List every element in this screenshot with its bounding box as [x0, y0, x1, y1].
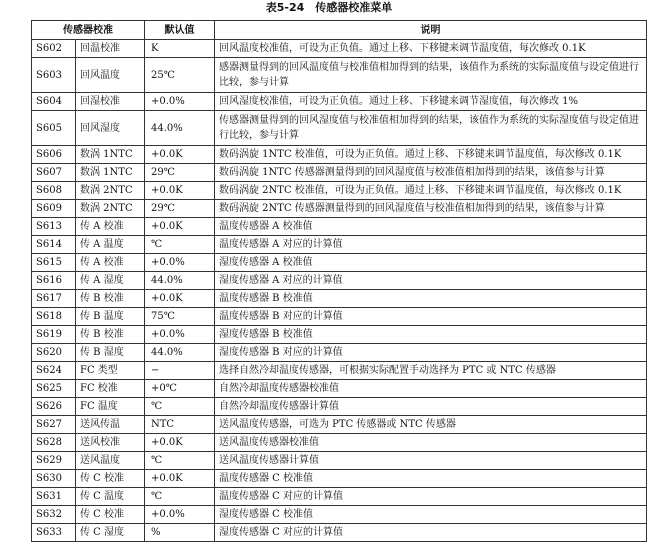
name-cell: 传 B 湿度	[76, 344, 145, 362]
name-cell: 传 C 温度	[76, 488, 145, 506]
code-cell: S609	[32, 200, 76, 218]
default-value-cell: +0.0%	[145, 254, 215, 272]
code-cell: S632	[32, 506, 76, 524]
description-cell: 传感器测量得到的回风湿度值与校准值相加得到的结果，该值作为系统的实际湿度值与设定值进行比较，参与计算	[215, 111, 647, 146]
table-row	[32, 254, 647, 272]
table-caption: 表5-24 传感器校准菜单	[265, 1, 393, 14]
code-cell: S608	[32, 182, 76, 200]
default-value-cell: 25℃	[145, 58, 215, 93]
table-row	[32, 452, 647, 470]
name-cell: 送风校准	[76, 434, 145, 452]
default-value-cell: −	[145, 362, 215, 380]
description-cell: 感器测量得到的回风温度值与校准值相加得到的结果，该值作为系统的实际温度值与设定值进行比较，参与计算	[215, 58, 647, 93]
header-description: 说明	[215, 21, 647, 40]
table-row	[32, 416, 647, 434]
default-value-cell: ℃	[145, 236, 215, 254]
name-cell: 传 C 校准	[76, 506, 145, 524]
table-row	[32, 182, 647, 200]
description-cell: 数码涡旋 2NTC 校准值，可设为正负值。通过上移、下移键来调节温度值，每次修改 0.1K	[215, 182, 647, 200]
description-cell: 送风温度传感器校准值	[215, 434, 647, 452]
name-cell: FC 类型	[76, 362, 145, 380]
description-cell: 温度传感器 C 对应的计算值	[215, 488, 647, 506]
default-value-cell: +0.0K	[145, 470, 215, 488]
table-row	[32, 398, 647, 416]
table-row	[32, 362, 647, 380]
code-cell: S620	[32, 344, 76, 362]
name-cell: 送风传温	[76, 416, 145, 434]
description-cell: 数码涡旋 1NTC 校准值，可设为正负值。通过上移、下移键来调节温度值，每次修改 0.1K	[215, 146, 647, 164]
default-value-cell: +0.0K	[145, 290, 215, 308]
name-cell: 数涡 2NTC	[76, 200, 145, 218]
code-cell: S624	[32, 362, 76, 380]
table-row	[32, 272, 647, 290]
table-row	[32, 380, 647, 398]
description-cell: 选择自然冷却温度传感器，可根据实际配置手动选择为 PTC 或 NTC 传感器	[215, 362, 647, 380]
code-cell: S630	[32, 470, 76, 488]
code-cell: S628	[32, 434, 76, 452]
description-cell: 自然冷却温度传感器校准值	[215, 380, 647, 398]
code-cell: S602	[32, 40, 76, 58]
default-value-cell: +0.0%	[145, 93, 215, 111]
default-value-cell: +0.0K	[145, 218, 215, 236]
code-cell: S614	[32, 236, 76, 254]
name-cell: FC 校准	[76, 380, 145, 398]
description-cell: 湿度传感器 B 校准值	[215, 326, 647, 344]
default-value-cell: ℃	[145, 452, 215, 470]
description-cell: 湿度传感器 A 对应的计算值	[215, 272, 647, 290]
description-cell: 回风湿度校准值，可设为正负值。通过上移、下移键来调节湿度值，每次修改 1%	[215, 93, 647, 111]
name-cell: 回湿校准	[76, 93, 145, 111]
description-cell: 数码涡旋 1NTC 传感器测量得到的回风湿度值与校准值相加得到的结果，该值参与计算	[215, 164, 647, 182]
table-header-row	[32, 21, 647, 40]
code-cell: S625	[32, 380, 76, 398]
name-cell: 传 A 温度	[76, 236, 145, 254]
name-cell: 数涡 1NTC	[76, 164, 145, 182]
description-cell: 温度传感器 B 校准值	[215, 290, 647, 308]
code-cell: S603	[32, 58, 76, 93]
table-row	[32, 308, 647, 326]
table-row	[32, 488, 647, 506]
description-cell: 温度传感器 B 对应的计算值	[215, 308, 647, 326]
code-cell: S629	[32, 452, 76, 470]
header-default-value: 默认值	[145, 21, 215, 40]
name-cell: 送风温度	[76, 452, 145, 470]
table-row	[32, 200, 647, 218]
default-value-cell: +0.0%	[145, 506, 215, 524]
code-cell: S604	[32, 93, 76, 111]
table-row	[32, 470, 647, 488]
table-row	[32, 236, 647, 254]
description-cell: 湿度传感器 A 校准值	[215, 254, 647, 272]
name-cell: FC 温度	[76, 398, 145, 416]
description-cell: 湿度传感器 C 校准值	[215, 506, 647, 524]
name-cell: 传 C 校准	[76, 470, 145, 488]
default-value-cell: 29℃	[145, 164, 215, 182]
description-cell: 湿度传感器 B 对应的计算值	[215, 344, 647, 362]
sensor-calibration-table	[31, 20, 647, 542]
default-value-cell: ℃	[145, 398, 215, 416]
code-cell: S607	[32, 164, 76, 182]
table-row	[32, 58, 647, 93]
code-cell: S627	[32, 416, 76, 434]
default-value-cell: 44.0%	[145, 111, 215, 146]
description-cell: 回风温度校准值，可设为正负值。通过上移、下移键来调节温度值，每次修改 0.1K	[215, 40, 647, 58]
name-cell: 传 A 湿度	[76, 272, 145, 290]
default-value-cell: 29℃	[145, 200, 215, 218]
name-cell: 数涡 1NTC	[76, 146, 145, 164]
description-cell: 温度传感器 C 校准值	[215, 470, 647, 488]
default-value-cell: 75℃	[145, 308, 215, 326]
default-value-cell: +0.0K	[145, 146, 215, 164]
default-value-cell: %	[145, 524, 215, 542]
code-cell: S613	[32, 218, 76, 236]
default-value-cell: K	[145, 40, 215, 58]
default-value-cell: +0℃	[145, 380, 215, 398]
name-cell: 回温校准	[76, 40, 145, 58]
table-row	[32, 111, 647, 146]
name-cell: 传 A 校准	[76, 254, 145, 272]
description-cell: 温度传感器 A 对应的计算值	[215, 236, 647, 254]
table-row	[32, 506, 647, 524]
description-cell: 数码涡旋 2NTC 传感器测量得到的回风湿度值与校准值相加得到的结果，该值参与计算	[215, 200, 647, 218]
description-cell: 送风温度传感器，可选为 PTC 传感器或 NTC 传感器	[215, 416, 647, 434]
default-value-cell: +0.0K	[145, 434, 215, 452]
table-row	[32, 218, 647, 236]
code-cell: S617	[32, 290, 76, 308]
table-body	[32, 40, 647, 542]
table-row	[32, 326, 647, 344]
name-cell: 传 B 温度	[76, 308, 145, 326]
default-value-cell: NTC	[145, 416, 215, 434]
code-cell: S631	[32, 488, 76, 506]
name-cell: 数涡 2NTC	[76, 182, 145, 200]
description-cell: 湿度传感器 C 对应的计算值	[215, 524, 647, 542]
default-value-cell: 44.0%	[145, 344, 215, 362]
default-value-cell: +0.0%	[145, 326, 215, 344]
code-cell: S615	[32, 254, 76, 272]
name-cell: 传 B 校准	[76, 290, 145, 308]
code-cell: S606	[32, 146, 76, 164]
code-cell: S605	[32, 111, 76, 146]
description-cell: 自然冷却温度传感器计算值	[215, 398, 647, 416]
table-row	[32, 344, 647, 362]
header-sensor-calibration: 传感器校准	[32, 21, 145, 40]
default-value-cell: ℃	[145, 488, 215, 506]
table-row	[32, 146, 647, 164]
description-cell: 送风温度传感器计算值	[215, 452, 647, 470]
table-row	[32, 40, 647, 58]
table-row	[32, 164, 647, 182]
table-row	[32, 434, 647, 452]
description-cell: 温度传感器 A 校准值	[215, 218, 647, 236]
name-cell: 传 A 校准	[76, 218, 145, 236]
code-cell: S633	[32, 524, 76, 542]
table-row	[32, 524, 647, 542]
table-row	[32, 93, 647, 111]
code-cell: S618	[32, 308, 76, 326]
default-value-cell: 44.0%	[145, 272, 215, 290]
code-cell: S619	[32, 326, 76, 344]
name-cell: 传 C 湿度	[76, 524, 145, 542]
name-cell: 回风湿度	[76, 111, 145, 146]
name-cell: 回风温度	[76, 58, 145, 93]
code-cell: S626	[32, 398, 76, 416]
name-cell: 传 B 校准	[76, 326, 145, 344]
table-row	[32, 290, 647, 308]
default-value-cell: +0.0K	[145, 182, 215, 200]
code-cell: S616	[32, 272, 76, 290]
